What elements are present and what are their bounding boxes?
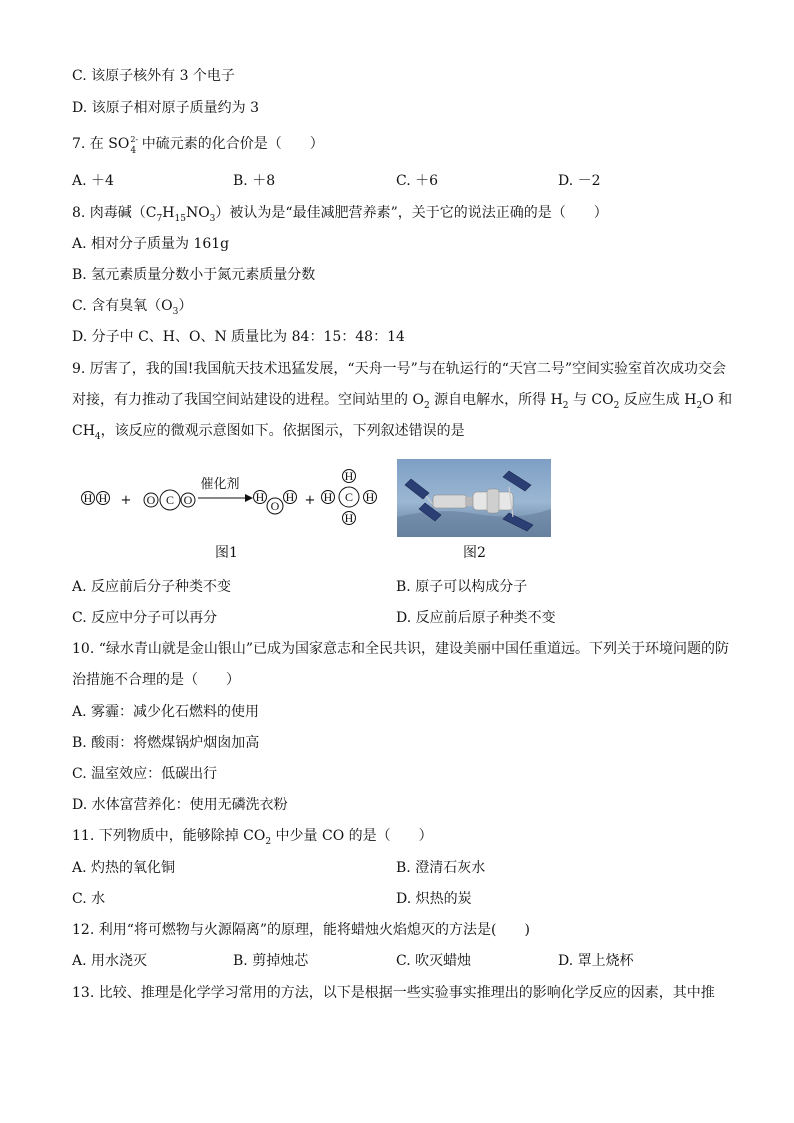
h-atom-label: H [255, 490, 265, 504]
plus-sign: + [304, 493, 316, 508]
q9-option-a: A. 反应前后分子种类不变 [72, 579, 232, 595]
q8-option-a: A. 相对分子质量为 161g [72, 236, 230, 252]
q11-option-c: C. 水 [72, 891, 106, 907]
q7-stem: 7. 在 SO 2- 4 中硫元素的化合价是（ ） [72, 135, 324, 156]
q8-stem: 8. 肉毒碱$(C_7H_{15}NO_3)$被认为是“最佳减肥营养素”，关于它的说法正确的是（ ） [72, 205, 608, 224]
catalyst-label: 催化剂 [200, 477, 240, 492]
q6-option-c: C. 该原子核外有 3 个电子 [72, 68, 235, 84]
reaction-arrow-icon [245, 494, 253, 502]
h-atom-label: H [98, 491, 108, 505]
q8-option-c: C. 含有臭氧$(O_3)$ [72, 298, 193, 317]
q7-option-d: D. －2 [558, 173, 601, 189]
q12-stem: 12. 利用“将可燃物与火源隔离”的原理，能将蜡烛火焰熄灭的方法是( ) [72, 922, 530, 938]
q10-stem-line2: 治措施不合理的是（ ） [72, 672, 240, 688]
q8-option-b: B. 氢元素质量分数小于氮元素质量分数 [72, 267, 316, 283]
q11-stem: 11. 下列物质中，能够除掉 $CO_2$ 中少量 CO 的是（ ） [72, 828, 433, 847]
q10-option-b: B. 酸雨：将燃煤锅炉烟囱加高 [72, 735, 260, 751]
o-atom-label: O [183, 493, 193, 507]
q8-option-d: D. 分子中 C、H、O、N 质量比为 84：15：48：14 [72, 329, 405, 345]
q13-stem: 13. 比较、推理是化学学习常用的方法，以下是根据一些实验事实推理出的影响化学反应的因素，其中推 [72, 985, 715, 1001]
q12-option-a: A. 用水浇灭 [72, 953, 148, 969]
q12-option-d: D. 罩上烧杯 [558, 953, 634, 969]
plus-sign: + [120, 493, 132, 508]
q11-option-b: B. 澄清石灰水 [396, 860, 486, 876]
q9-stem-line3: $CH_4$，该反应的微观示意图如下。依据图示，下列叙述错误的是 [72, 423, 465, 442]
h-atom-label: H [365, 490, 375, 504]
figure2-caption: 图2 [463, 545, 486, 561]
q10-stem-line1: 10. “绿水青山就是金山银山”已成为国家意志和全民共识，建设美丽中国任重道远。下列关于环境问题的防 [72, 641, 730, 657]
reaction-diagram [75, 462, 387, 534]
q9-option-b: B. 原子可以构成分子 [396, 579, 528, 595]
o-atom-label: O [270, 499, 280, 513]
c-atom-label: C [344, 490, 354, 504]
q6-option-d: D. 该原子相对原子质量约为 3 [72, 100, 259, 116]
spacecraft-docking-photo [397, 459, 551, 537]
q7-option-c: C. ＋6 [396, 173, 439, 189]
q12-option-c: C. 吹灭蜡烛 [396, 953, 472, 969]
figure1-caption: 图1 [215, 545, 238, 561]
q9-option-d: D. 反应前后原子种类不变 [396, 610, 556, 626]
q11-option-a: A. 灼热的氧化铜 [72, 860, 176, 876]
h-atom-label: H [344, 511, 354, 525]
q12-option-b: B. 剪掉烛芯 [233, 953, 309, 969]
h-atom-label: H [323, 490, 333, 504]
q10-option-d: D. 水体富营养化：使用无磷洗衣粉 [72, 797, 288, 813]
q10-option-a: A. 雾霾：减少化石燃料的使用 [72, 704, 260, 720]
h-atom-label: H [83, 491, 93, 505]
q11-option-d: D. 炽热的炭 [396, 891, 472, 907]
q9-stem-line1: 9. 厉害了，我的国!我国航天技术迅猛发展，“天舟一号”与在轨运行的“天宫二号”空间实验室首次成功交会 [72, 361, 727, 377]
q9-option-c: C. 反应中分子可以再分 [72, 610, 218, 626]
c-atom-label: C [165, 493, 175, 507]
q7-option-b: B. ＋8 [233, 173, 276, 189]
o-atom-label: O [146, 493, 156, 507]
h-atom-label: H [285, 490, 295, 504]
q7-option-a: A. ＋4 [72, 173, 114, 189]
h-atom-label: H [344, 469, 354, 483]
sulfate-ion-script: 2- 4 [130, 135, 139, 156]
q9-stem-line2: 对接，有力推动了我国空间站建设的进程。空间站里的 $O_2$ 源自电解水，所得 $H_2$ 与 $CO_2$ 反应生成 $H_2O$ 和 [72, 392, 733, 411]
q10-option-c: C. 温室效应：低碳出行 [72, 766, 218, 782]
